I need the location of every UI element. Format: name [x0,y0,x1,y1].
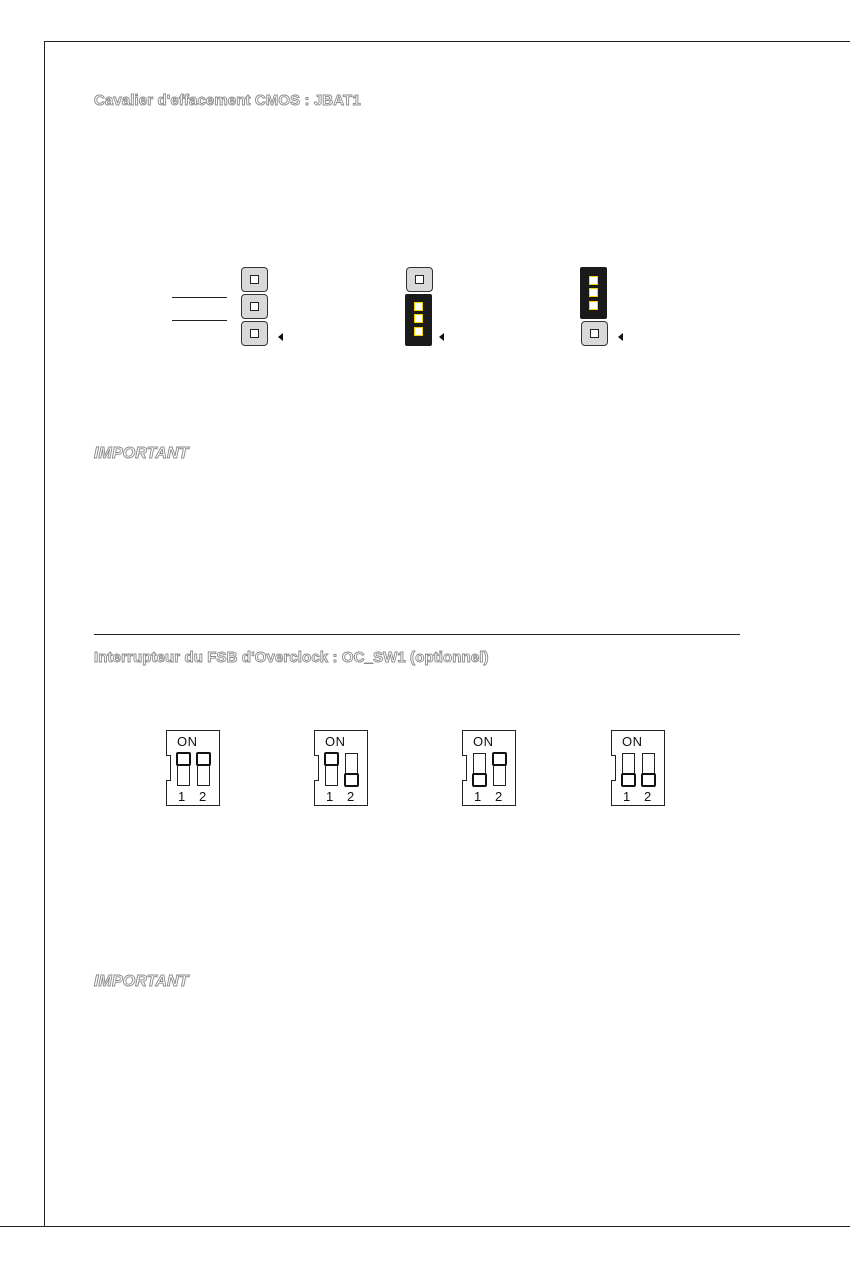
jumper-pin-3 [581,321,608,346]
dip-switch [462,730,516,806]
jbat1-heading: Cavalier d'effacement CMOS : JBAT1 [94,92,361,109]
jumper-pin-1 [241,267,268,292]
dip-switch [166,730,220,806]
dip-switch [314,730,368,806]
dip-on-label: ON [622,734,643,749]
important-heading-1: IMPORTANT [94,445,189,462]
pin1-arrow-icon [618,333,623,341]
dip-num-1: 1 [178,789,186,804]
section-divider [94,634,740,635]
page-frame-bottom [0,1226,850,1227]
dip-num-2: 2 [347,789,355,804]
jumper-cap [405,294,432,346]
leader-line [172,297,227,298]
dip-num-2: 2 [644,789,652,804]
dip-on-label: ON [473,734,494,749]
jumper-pin-1 [406,267,433,292]
oc-sw1-heading: Interrupteur du FSB d'Overclock : OC_SW1 (optionnel) [94,649,489,666]
page-frame-left [44,41,45,1227]
jumper-pin-2 [241,294,268,319]
jumper-cap [580,267,607,319]
dip-on-label: ON [177,734,198,749]
dip-num-1: 1 [326,789,334,804]
dip-num-1: 1 [623,789,631,804]
pin1-arrow-icon [278,333,283,341]
page-frame-top [44,41,850,42]
dip-on-label: ON [325,734,346,749]
dip-num-1: 1 [474,789,482,804]
pin1-arrow-icon [439,333,444,341]
jumper-pin-3 [241,321,268,346]
dip-switch [611,730,665,806]
important-heading-2: IMPORTANT [94,973,189,990]
dip-num-2: 2 [495,789,503,804]
leader-line [172,320,227,321]
dip-num-2: 2 [199,789,207,804]
